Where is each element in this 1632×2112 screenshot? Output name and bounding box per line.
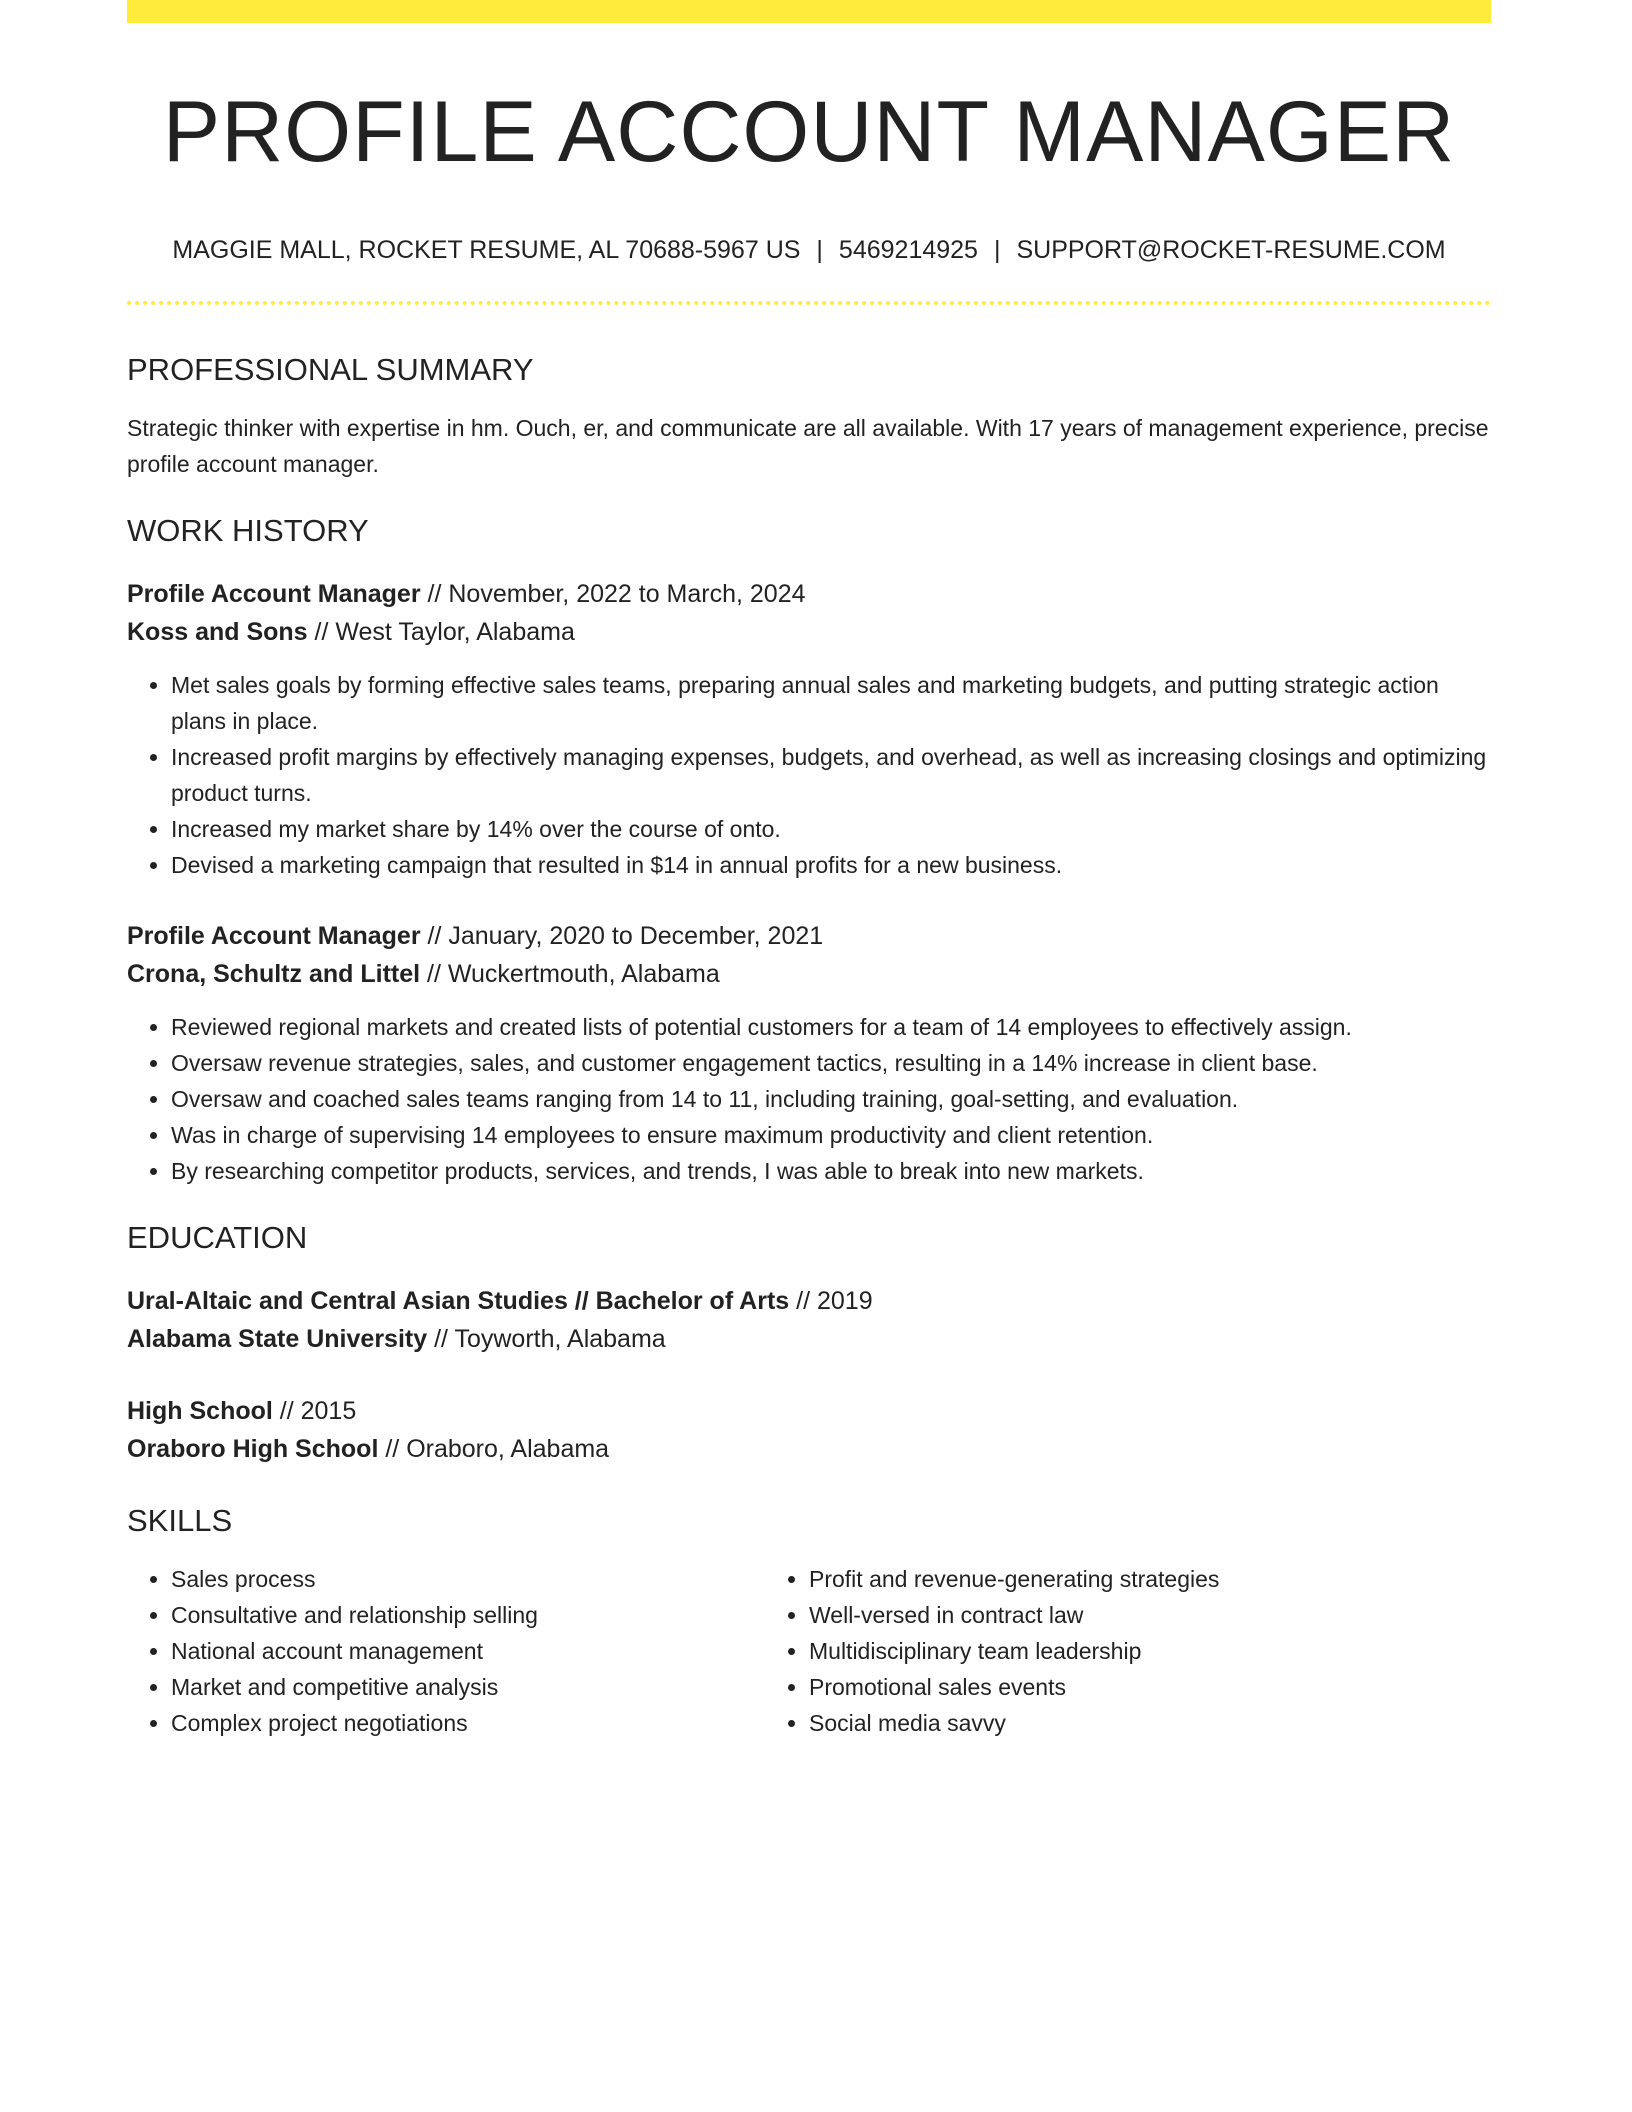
section-title-education: EDUCATION xyxy=(127,1219,308,1255)
job-bullet: • Devised a marketing campaign that resulted in $14 in annual profits for a new business. xyxy=(171,847,1491,883)
job-bullet: • Reviewed regional markets and created lists of potential customers for a team of 14 employees to effectively assign. xyxy=(171,1009,1491,1045)
contact-phone: 5469214925 xyxy=(838,235,978,264)
contact-address: MAGGIE MALL, ROCKET RESUME, AL 70688-5967 US xyxy=(172,235,801,264)
job-company-line xyxy=(127,955,1491,993)
skills-columns xyxy=(127,1561,1491,1741)
resume-name: PROFILE ACCOUNT MANAGER xyxy=(162,84,1456,180)
contact-separator: | xyxy=(816,235,823,264)
job-dates: // November, 2022 to March, 2024 xyxy=(427,579,806,608)
section-title-summary: PROFESSIONAL SUMMARY xyxy=(127,351,534,387)
job-bullet: • By researching competitor products, services, and trends, I was able to break into new markets. xyxy=(171,1153,1491,1189)
education-degree-line xyxy=(127,1282,1491,1320)
job-bullets xyxy=(127,667,1491,883)
skill-item: • Complex project negotiations xyxy=(171,1705,765,1741)
job-bullet: • Was in charge of supervising 14 employees to ensure maximum productivity and client retention. xyxy=(171,1117,1491,1153)
job-company: Crona, Schultz and Littel xyxy=(127,959,421,988)
dotted-divider xyxy=(127,301,1491,305)
section-title-work-history: WORK HISTORY xyxy=(127,512,369,548)
skill-item: • Multidisciplinary team leadership xyxy=(809,1633,1437,1669)
skill-item: • Sales process xyxy=(171,1561,765,1597)
education-entry xyxy=(127,1392,1491,1468)
skill-item: • Well-versed in contract law xyxy=(809,1597,1437,1633)
education-school-line xyxy=(127,1430,1491,1468)
skill-item: • Consultative and relationship selling xyxy=(171,1597,765,1633)
education-location: // Oraboro, Alabama xyxy=(385,1435,610,1464)
job-bullet: • Increased profit margins by effectively managing expenses, budgets, and overhead, as well as increasing closings and optimizing product turns. xyxy=(171,739,1491,811)
accent-top-bar xyxy=(127,0,1491,23)
education-school-line xyxy=(127,1320,1491,1358)
contact-email: SUPPORT@ROCKET-RESUME.COM xyxy=(1016,235,1446,264)
skills-list-right xyxy=(765,1561,1437,1741)
education-location: // Toyworth, Alabama xyxy=(434,1325,666,1354)
education-school: Alabama State University xyxy=(127,1325,428,1354)
job-bullets xyxy=(127,1009,1491,1189)
education-degree: Ural-Altaic and Central Asian Studies // Bachelor of Arts xyxy=(127,1287,790,1316)
education-degree: High School xyxy=(127,1397,273,1426)
job-title-line xyxy=(127,575,1491,613)
skills-list-left xyxy=(127,1561,765,1741)
education-year: // 2019 xyxy=(796,1287,873,1316)
education-year: // 2015 xyxy=(279,1397,357,1426)
skill-item: • Profit and revenue-generating strategies xyxy=(809,1561,1437,1597)
job-company-line xyxy=(127,613,1491,651)
job-company: Koss and Sons xyxy=(127,617,308,646)
job-entry xyxy=(127,575,1491,883)
job-dates: // January, 2020 to December, 2021 xyxy=(427,921,824,950)
job-role: Profile Account Manager xyxy=(127,921,421,950)
section-title-skills: SKILLS xyxy=(127,1503,233,1539)
education-school: Oraboro High School xyxy=(127,1435,379,1464)
job-entry xyxy=(127,917,1491,1189)
job-bullet: • Oversaw and coached sales teams ranging from 14 to 11, including training, goal-setting, and evaluation. xyxy=(171,1081,1491,1117)
summary-text: Strategic thinker with expertise in hm. Ouch, er, and communicate are all available. With 17 years of management experience, precise profile account manager. xyxy=(127,414,1489,477)
education-degree-line xyxy=(127,1392,1491,1430)
job-location: // Wuckertmouth, Alabama xyxy=(427,959,720,988)
job-role: Profile Account Manager xyxy=(127,579,421,608)
contact-line xyxy=(127,235,1491,265)
job-bullet: • Oversaw revenue strategies, sales, and customer engagement tactics, resulting in a 14% increase in client base. xyxy=(171,1045,1491,1081)
education-entry xyxy=(127,1282,1491,1358)
job-location: // West Taylor, Alabama xyxy=(314,617,575,646)
skill-item: • National account management xyxy=(171,1633,765,1669)
job-bullet: • Increased my market share by 14% over the course of onto. xyxy=(171,811,1491,847)
resume-content xyxy=(127,0,1491,1741)
job-bullet: • Met sales goals by forming effective sales teams, preparing annual sales and marketing budgets, and putting strategic action plans in place. xyxy=(171,667,1491,739)
skill-item: • Social media savvy xyxy=(809,1705,1437,1741)
contact-separator: | xyxy=(993,235,1001,264)
job-title-line xyxy=(127,917,1491,955)
skill-item: • Market and competitive analysis xyxy=(171,1669,765,1705)
skill-item: • Promotional sales events xyxy=(809,1669,1437,1705)
